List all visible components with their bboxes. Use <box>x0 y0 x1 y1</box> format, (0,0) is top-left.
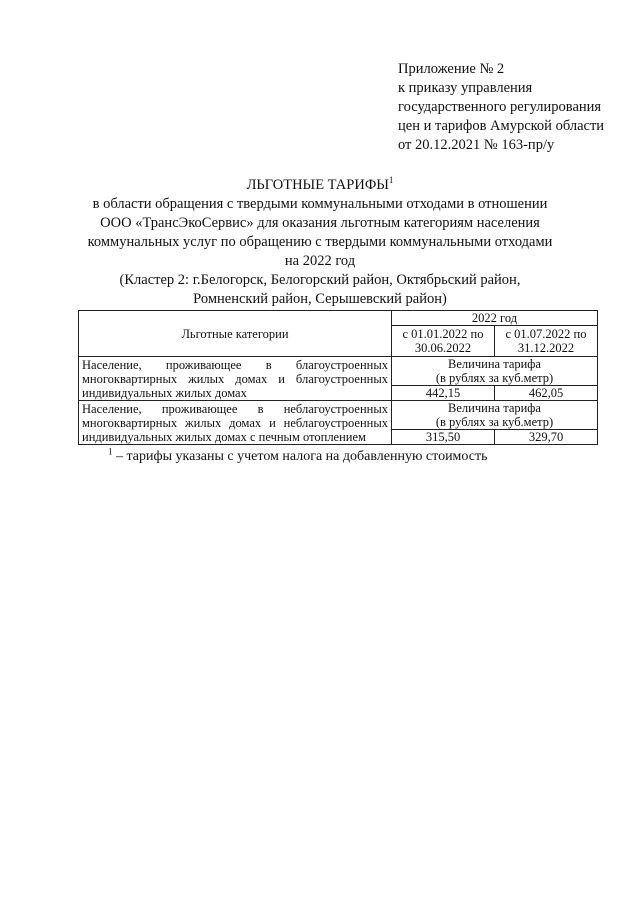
heading-line: на 2022 год <box>284 253 356 269</box>
footnote-marker: 1 <box>108 446 113 457</box>
footnote-text: – тарифы указаны с учетом налога на добавленную стоимость <box>112 449 488 464</box>
footnote <box>108 448 608 466</box>
tariff-value-1: 315,50 <box>392 430 495 445</box>
category-line: индивидуальных жилых домах <box>82 385 247 400</box>
tariff-unit: (в рублях за куб.метр) <box>435 415 554 429</box>
appendix-line: государственного регулирования <box>398 99 602 115</box>
heading-line: Ромненский район, Серышевский район) <box>193 291 447 307</box>
document-title <box>70 176 570 195</box>
appendix-line: Приложение № 2 <box>398 61 505 77</box>
appendix-line: от 20.12.2021 № 163-пр/у <box>398 137 555 153</box>
row-category <box>79 357 392 401</box>
period-line: с 01.01.2022 по <box>402 327 484 341</box>
table-row <box>79 401 598 430</box>
tariff-label: Величина тарифа <box>448 357 541 371</box>
header-category: Льготные категории <box>79 311 392 357</box>
appendix-line: к приказу управления <box>398 80 533 96</box>
tariff-value-2: 329,70 <box>495 430 598 445</box>
category-line: Население, проживающее в благоустроенных <box>82 357 388 372</box>
period-line: с 01.07.2022 по <box>505 327 587 341</box>
title-text: ЛЬГОТНЫЕ ТАРИФЫ <box>246 177 389 193</box>
table-header-row <box>79 311 598 326</box>
period-line: 30.06.2022 <box>414 341 472 355</box>
tariff-value-1: 442,15 <box>392 386 495 401</box>
heading-line: в области обращения с твердыми коммунальными отходами в отношении <box>92 196 548 212</box>
row-category <box>79 401 392 445</box>
header-year: 2022 год <box>392 311 598 326</box>
heading-line: ООО «ТрансЭкоСервис» для оказания льготным категориям населения <box>100 215 540 231</box>
tariff-unit: (в рублях за куб.метр) <box>435 371 554 385</box>
appendix-line: цен и тарифов Амурской области <box>398 118 605 134</box>
heading-line: (Кластер 2: г.Белогорск, Белогорский район, Октябрьский район, <box>119 272 521 288</box>
tariff-label-cell <box>392 357 598 386</box>
header-period-1 <box>392 326 495 357</box>
table-row <box>79 357 598 386</box>
period-line: 31.12.2022 <box>517 341 575 355</box>
category-line: многоквартирных жилых домах и неблагоустроенных <box>82 415 388 430</box>
category-line: индивидуальных жилых домах с печным отоплением <box>82 429 366 444</box>
header-period-2 <box>495 326 598 357</box>
appendix-block <box>398 60 634 155</box>
category-line: Население, проживающее в неблагоустроенных <box>82 401 388 416</box>
title-footnote-marker: 1 <box>388 175 394 186</box>
category-line: многоквартирных жилых домах и благоустроенных <box>82 371 388 386</box>
tariff-label-cell <box>392 401 598 430</box>
tariff-label: Величина тарифа <box>448 401 541 415</box>
tariff-table <box>78 310 598 445</box>
tariff-value-2: 462,05 <box>495 386 598 401</box>
document-heading <box>70 176 570 309</box>
heading-line: коммунальных услуг по обращению с твердыми коммунальными отходами <box>87 234 553 250</box>
